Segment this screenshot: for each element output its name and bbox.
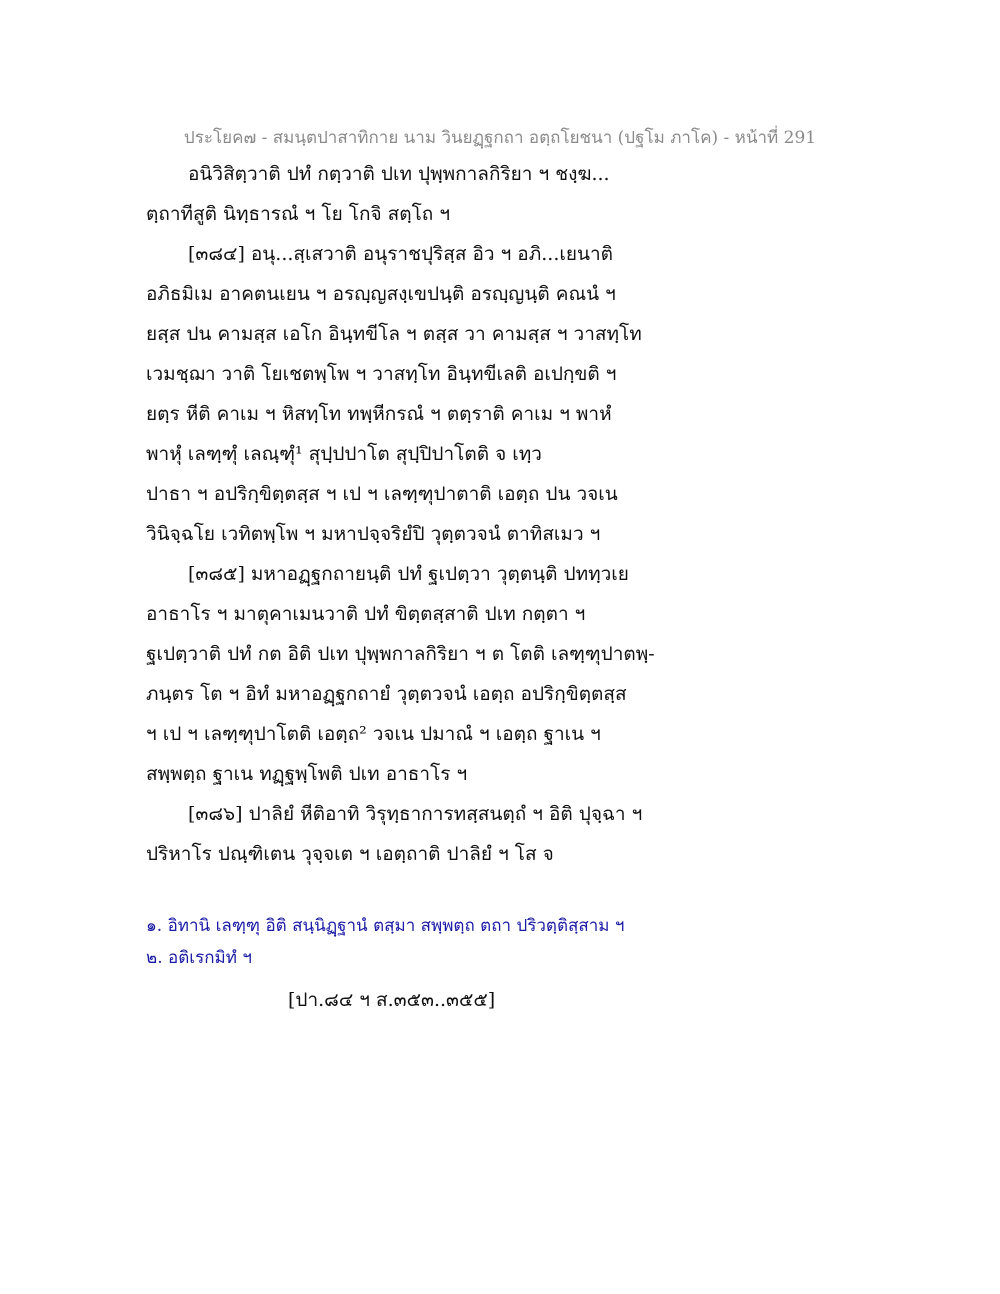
body-text [146, 154, 866, 874]
page-header-text: ประโยค๗ - สมนฺตปาสาทิกาย นาม วินยฏฺฐกถา อตฺถโยชนา (ปฐโม ภาโค) - หน้าที่ 291 [183, 128, 817, 148]
body-line: ฯ เป ฯ เลฑฺฑุปาโตติ เอตฺถ² วจเน ปมาณํ ฯ เอตฺถ ฐาเน ฯ [146, 723, 601, 745]
page-reference: [ปา.๘๔ ฯ ส.๓๕๓..๓๕๕] [288, 989, 496, 1011]
body-line: ปริหาโร ปณฺฑิเตน วุจฺจเต ฯ เอตฺถาติ ปาลิยํ ฯ โส จ [146, 843, 554, 865]
body-line: อาธาโร ฯ มาตุคาเมนวาติ ปทํ ขิตฺตสฺสาติ ปเท กตฺตา ฯ [146, 603, 586, 625]
body-line: [๓๘๔] อนุ...สฺเสวาติ อนุราชปุริสฺส อิว ฯ อภิ...เยนาติ [188, 243, 613, 265]
page-header [0, 124, 1000, 151]
body-line: ยสฺส ปน คามสฺส เอโก อินฺทขีโล ฯ ตสฺส วา คามสฺส ฯ วาสทฺโท [146, 323, 642, 345]
body-line: วินิจฺฉโย เวทิตพฺโพ ฯ มหาปจฺจริยํปิ วุตฺตวจนํ ตาทิสเมว ฯ [146, 523, 601, 545]
body-line: [๓๘๖] ปาลิยํ หีติอาทิ วิรุทฺธาการทสฺสนตฺถํ ฯ อิติ ปุจฺฉา ฯ [188, 803, 643, 825]
footnote-item: ๒. อติเรกมิทํ ฯ [146, 948, 252, 968]
body-line: ปาธา ฯ อปริกฺขิตฺตสฺส ฯ เป ฯ เลฑฺฑุปาตาติ เอตฺถ ปน วจเน [146, 483, 618, 505]
body-line: สพฺพตฺถ ฐาเน ทฏฺฐพฺโพติ ปเท อาธาโร ฯ [146, 763, 468, 785]
body-line: พาหุํ เลฑฺฑุํ เลณฺฑุํ¹ สุปฺปปาโต สุปฺปิปาโตติ จ เทฺว [146, 443, 542, 465]
body-line: ตฺถาทีสูติ นิทฺธารณํ ฯ โย โกจิ สตฺโถ ฯ [146, 203, 450, 225]
body-line: ฐเปตฺวาติ ปทํ กต อิติ ปเท ปุพฺพกาลกิริยา ฯ ต โตติ เลฑฺฑุปาตพฺ- [146, 643, 655, 665]
body-line: เวมชฺฌา วาติ โยเชตพฺโพ ฯ วาสทฺโท อินฺทขีเลติ อเปกฺขติ ฯ [146, 363, 617, 385]
body-line: [๓๘๕] มหาอฏฺฐกถายนฺติ ปทํ ฐเปตฺวา วุตฺตนฺติ ปททฺวเย [188, 563, 629, 585]
body-line: อภิธมิเม อาคตนเยน ฯ อรญฺญสงฺเขปนฺติ อรญฺญนฺติ คณนํ ฯ [146, 283, 616, 305]
footnote-item: ๑. อิทานิ เลฑฺฑุ อิติ สนฺนิฏฺฐานํ ตสฺมา สพฺพตฺถ ตถา ปริวตฺติสฺสาม ฯ [146, 916, 625, 936]
footnotes [146, 910, 866, 974]
body-line: อนิวิสิตฺวาติ ปทํ กตฺวาติ ปเท ปุพฺพกาลกิริยา ฯ ชงฺฆ... [188, 163, 610, 185]
body-line: ยตฺร หีติ คาเม ฯ หิสทฺโท ทพฺหีกรณํ ฯ ตตฺราติ คาเม ฯ พาหํ [146, 403, 612, 425]
body-line: ภนฺตร โต ฯ อิทํ มหาอฏฺฐกถายํ วุตฺตวจนํ เอตฺถ อปริกฺขิตฺตสฺส [146, 683, 627, 705]
